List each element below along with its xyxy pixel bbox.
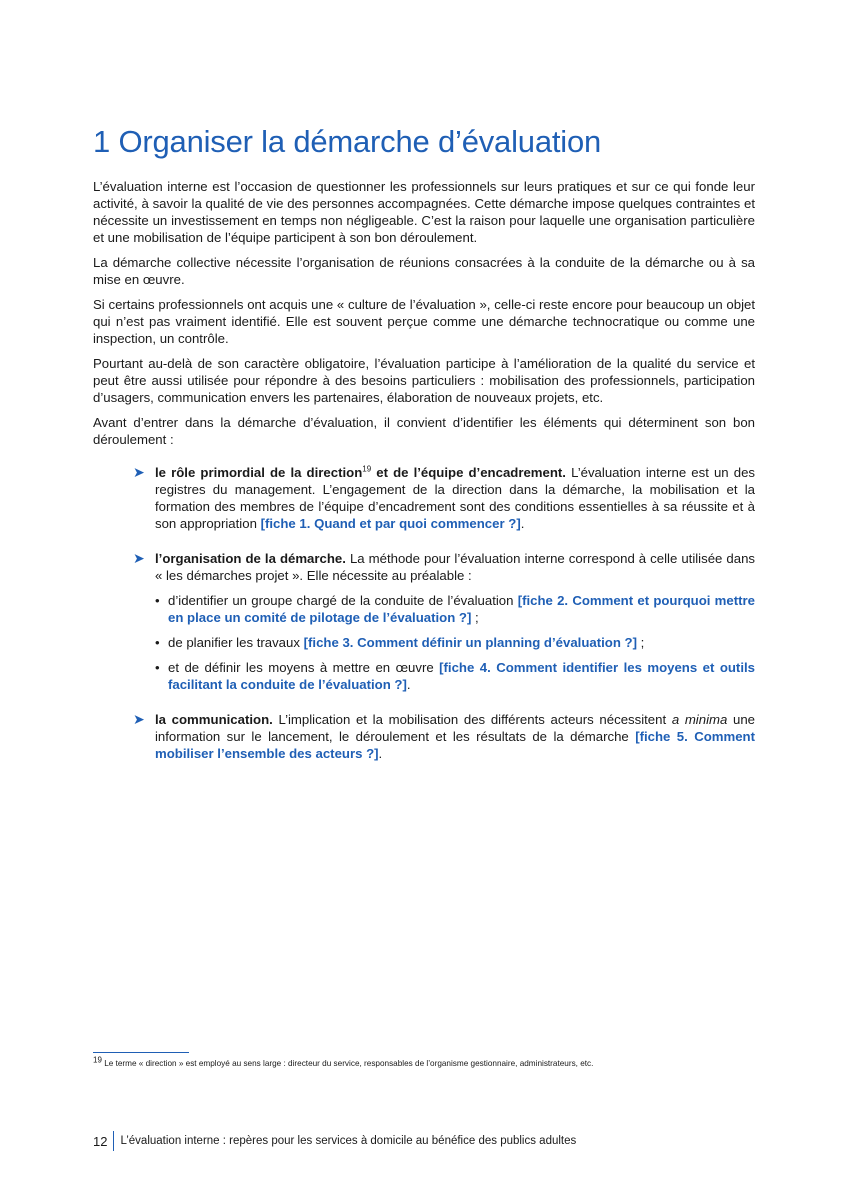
- footnote-divider: [93, 1052, 189, 1053]
- item-text: une information sur le lancement, le déroulement et les résultats de la démarche: [155, 712, 756, 744]
- footnote: [93, 1055, 793, 1069]
- item-emphasis: a minima: [671, 712, 728, 727]
- arrow-icon: ➤: [133, 550, 145, 566]
- sub-list: [155, 592, 755, 693]
- bullet-icon: •: [155, 660, 160, 675]
- punctuation: .: [406, 677, 411, 692]
- footnote-text: Le terme « direction » est employé au sens large : directeur du service, responsables de l’organisme gestionnaire, administrateurs, etc.: [104, 1059, 594, 1068]
- list-item: [93, 711, 755, 762]
- arrow-icon: ➤: [133, 464, 145, 480]
- bullet-icon: •: [155, 593, 160, 608]
- main-content: [93, 178, 755, 780]
- sub-list-item: [155, 592, 755, 626]
- footnote-number: 19: [93, 1055, 102, 1065]
- fiche-link[interactable]: [fiche 5. Comment mobiliser l’ensemble des acteurs ?]: [155, 729, 756, 761]
- arrow-icon: ➤: [133, 711, 145, 727]
- paragraph: L’évaluation interne est l’occasion de questionner les professionnels sur leurs pratiques et sur ce qui fonde leur activité, à savoir la qualité de vie des personnes accompagnées. Cette démarche impose quelques contraintes et nécessite un investissement en temps non négligeable. C’est la raison pour laquelle une organisation particulière et une mobilisation de l’équipe participent à son bon déroulement.: [93, 179, 755, 245]
- sub-list-item: [155, 634, 755, 651]
- punctuation: ;: [637, 635, 645, 650]
- fiche-link[interactable]: [fiche 2. Comment et pourquoi mettre en place un comité de pilotage de l’évaluation ?]: [168, 593, 755, 625]
- list-item: [93, 464, 755, 532]
- sub-item-text: de planifier les travaux: [168, 635, 304, 650]
- fiche-link[interactable]: [fiche 3. Comment définir un planning d’évaluation ?]: [303, 635, 637, 650]
- fiche-link[interactable]: [fiche 4. Comment identifier les moyens et outils facilitant la conduite de l’évaluation ?]: [168, 660, 755, 692]
- fiche-link[interactable]: [fiche 1. Quand et par quoi commencer ?]: [260, 516, 521, 531]
- item-lead: le rôle primordial de la direction: [155, 465, 363, 480]
- item-text: L’implication et la mobilisation des différents acteurs nécessitent: [272, 712, 672, 727]
- punctuation: .: [520, 516, 525, 531]
- punctuation: ;: [471, 610, 479, 625]
- item-lead: et de l’équipe d’encadrement.: [371, 465, 566, 480]
- footer-divider: [113, 1131, 114, 1151]
- item-lead: l’organisation de la démarche.: [155, 551, 346, 566]
- page-number: 12: [93, 1133, 108, 1149]
- page-footer: [93, 1131, 576, 1151]
- item-text: La méthode pour l’évaluation interne correspond à celle utilisée dans « les démarches projet ». Elle nécessite au préalable :: [155, 551, 756, 583]
- paragraph: Pourtant au-delà de son caractère obligatoire, l’évaluation participe à l’amélioration de la qualité du service et peut être aussi utilisée pour répondre à des besoins particuliers : mobilisation des professionnels, participation d’usagers, communication envers les partenaires, élaboration de nouveaux projets, etc.: [93, 356, 755, 405]
- sub-list-item: [155, 659, 755, 693]
- paragraph: La démarche collective nécessite l’organisation de réunions consacrées à la conduite de la démarche ou à sa mise en œuvre.: [93, 255, 755, 287]
- punctuation: .: [378, 746, 383, 761]
- footer-text: L’évaluation interne : repères pour les services à domicile au bénéfice des publics adultes: [120, 1135, 577, 1147]
- list-item: [93, 550, 755, 693]
- bullet-icon: •: [155, 635, 160, 650]
- key-elements-list: [93, 464, 755, 762]
- item-lead: la communication.: [155, 712, 273, 727]
- sub-item-text: et de définir les moyens à mettre en œuvre: [168, 660, 440, 675]
- item-text: L’évaluation interne est un des registres du management. L’engagement de la direction dans la démarche, la mobilisation et la formation des membres de l’équipe d’encadrement sont des conditions essentielles à sa réussite et à son appropriation: [155, 465, 755, 531]
- page-title: 1 Organiser la démarche d’évaluation: [93, 124, 602, 159]
- footnote-ref[interactable]: 19: [362, 464, 372, 474]
- sub-item-text: d’identifier un groupe chargé de la conduite de l’évaluation: [168, 593, 518, 608]
- paragraph: Si certains professionnels ont acquis une « culture de l’évaluation », celle-ci reste encore pour beaucoup un objet qui n’est pas vraiment identifié. Elle est souvent perçue comme une démarche technocratique ou comme une inspection, un contrôle.: [93, 297, 755, 346]
- paragraph: Avant d’entrer dans la démarche d’évaluation, il convient d’identifier les éléments qui déterminent son bon déroulement :: [93, 415, 755, 447]
